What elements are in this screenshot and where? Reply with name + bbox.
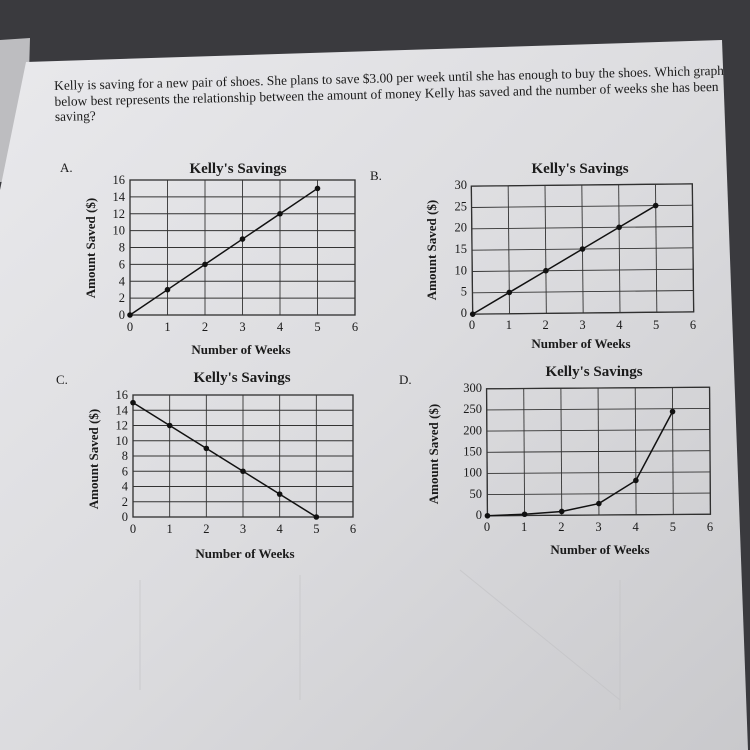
chart-d-ytick-label: 250 (463, 402, 482, 417)
chart-c-xtick-label: 0 (129, 522, 137, 536)
chart-d-ytick-label: 100 (463, 465, 482, 480)
chart-a-data-point (202, 262, 208, 268)
chart-b-xlabel: Number of Weeks (531, 336, 631, 351)
chart-b-xtick-label: 0 (468, 318, 476, 332)
chart-a-xtick-label: 4 (276, 320, 284, 334)
chart-b-ylabel: Amount Saved ($) (424, 199, 439, 301)
chart-b-xtick-label: 2 (542, 318, 549, 332)
chart-d-data-point (559, 509, 565, 515)
chart-d-data-point (670, 409, 676, 415)
option-a-letter[interactable]: A. (60, 160, 73, 175)
chart-c-xtick-label: 5 (313, 522, 320, 536)
option-b-letter[interactable]: B. (370, 168, 382, 183)
chart-d-title: Kelly's Savings (545, 364, 643, 380)
chart-d-xtick-label: 2 (558, 520, 565, 534)
chart-b-series-line (472, 206, 657, 315)
chart-b-ytick-label: 20 (454, 220, 467, 235)
chart-c-ytick-label: 2 (121, 494, 128, 509)
chart-c-data-point (204, 446, 210, 452)
chart-b-ytick-label: 25 (454, 199, 467, 214)
chart-c-ytick-label: 8 (121, 449, 128, 463)
chart-b-xtick-label: 5 (653, 318, 660, 332)
chart-c-title: Kelly's Savings (193, 370, 291, 386)
chart-d-series-line (487, 412, 674, 516)
chart-a-data-point (315, 186, 321, 192)
chart-c-data-point (167, 423, 173, 429)
chart-d-xtick-label: 4 (632, 520, 639, 534)
chart-c[interactable] (75, 365, 375, 570)
chart-c-data-point (277, 491, 283, 497)
chart-c-data-point (240, 468, 246, 474)
chart-a-ytick-label: 16 (112, 173, 125, 187)
chart-d-ylabel: Amount Saved ($) (426, 403, 441, 505)
chart-b-ytick-label: 15 (454, 242, 467, 256)
chart-c-ylabel: Amount Saved ($) (86, 408, 101, 510)
chart-c-xtick-label: 4 (276, 522, 283, 536)
chart-d-xtick-label: 1 (521, 520, 528, 534)
chart-b-ytick-label: 5 (460, 284, 467, 299)
chart-d-data-point (485, 513, 491, 519)
chart-c-ytick-label: 0 (121, 510, 128, 524)
chart-b-xtick-label: 3 (579, 318, 586, 332)
chart-a-ytick-label: 8 (118, 240, 125, 255)
chart-d-ytick-label: 200 (463, 423, 482, 438)
chart-c-xlabel: Number of Weeks (195, 546, 295, 561)
option-d-letter[interactable]: D. (399, 372, 412, 387)
chart-c-ytick-label: 12 (115, 418, 128, 433)
chart-b-xtick-label: 4 (616, 318, 623, 332)
chart-a-data-point (165, 287, 171, 293)
chart-a-xtick-label: 1 (164, 320, 171, 334)
chart-c-ytick-label: 14 (115, 403, 128, 418)
chart-d-xlabel: Number of Weeks (550, 542, 650, 557)
chart-a[interactable] (68, 155, 368, 365)
chart-c-series-line (133, 403, 316, 517)
chart-d-xtick-label: 6 (706, 520, 714, 534)
chart-a-xtick-label: 2 (201, 320, 209, 334)
chart-a-ylabel: Amount Saved ($) (83, 197, 98, 299)
chart-d[interactable] (420, 360, 730, 565)
chart-a-ytick-label: 10 (112, 223, 125, 238)
chart-d-ytick-label: 50 (469, 486, 482, 501)
chart-d-xtick-label: 3 (595, 520, 602, 534)
chart-c-ytick-label: 4 (121, 479, 128, 494)
chart-d-ytick-label: 0 (475, 508, 482, 522)
chart-a-ytick-label: 14 (112, 189, 125, 204)
chart-a-xtick-label: 0 (126, 320, 134, 334)
chart-b-ytick-label: 10 (454, 263, 467, 278)
chart-d-data-point (596, 501, 602, 507)
chart-a-data-point (277, 211, 283, 217)
chart-a-xtick-label: 3 (239, 320, 246, 334)
chart-a-xtick-label: 6 (351, 320, 359, 334)
chart-b-ytick-label: 30 (454, 178, 467, 192)
chart-a-ytick-label: 4 (118, 274, 125, 289)
chart-d-data-point (522, 511, 528, 517)
chart-b[interactable] (408, 155, 718, 365)
chart-b-xtick-label: 6 (689, 318, 697, 332)
chart-b-title: Kelly's Savings (531, 161, 629, 177)
chart-c-ytick-label: 10 (115, 433, 128, 448)
chart-a-series-line (130, 188, 318, 315)
chart-d-xtick-label: 5 (669, 520, 676, 534)
chart-c-data-point (314, 514, 320, 520)
option-c-letter[interactable]: C. (56, 372, 68, 387)
question-text: Kelly is saving for a new pair of shoes. She plans to save $3.00 per week until she has enough to buy the shoes. Which graph below best represents the relationship between the amount of money Kelly has saved and the number of weeks she has been saving? (54, 62, 725, 124)
chart-c-xtick-label: 2 (203, 522, 210, 536)
chart-d-ytick-label: 150 (463, 444, 482, 459)
chart-d-ytick-label: 300 (463, 381, 482, 395)
chart-c-xtick-label: 6 (349, 522, 357, 536)
chart-a-xlabel: Number of Weeks (191, 342, 291, 357)
chart-a-ytick-label: 2 (118, 291, 125, 306)
chart-a-ytick-label: 0 (118, 308, 125, 322)
chart-b-ytick-label: 0 (460, 306, 467, 320)
chart-c-ytick-label: 6 (121, 464, 128, 479)
chart-a-ytick-label: 6 (118, 257, 125, 272)
chart-a-data-point (127, 312, 133, 318)
chart-c-ytick-label: 16 (115, 388, 128, 402)
chart-a-data-point (240, 236, 246, 242)
chart-d-data-point (633, 478, 639, 484)
chart-c-data-point (130, 400, 136, 406)
chart-a-title: Kelly's Savings (189, 161, 287, 177)
chart-c-xtick-label: 1 (166, 522, 173, 536)
chart-d-xtick-label: 0 (483, 520, 491, 534)
chart-b-xtick-label: 1 (505, 318, 512, 332)
chart-a-xtick-label: 5 (314, 320, 321, 334)
chart-c-xtick-label: 3 (239, 522, 247, 536)
chart-a-ytick-label: 12 (112, 206, 125, 221)
